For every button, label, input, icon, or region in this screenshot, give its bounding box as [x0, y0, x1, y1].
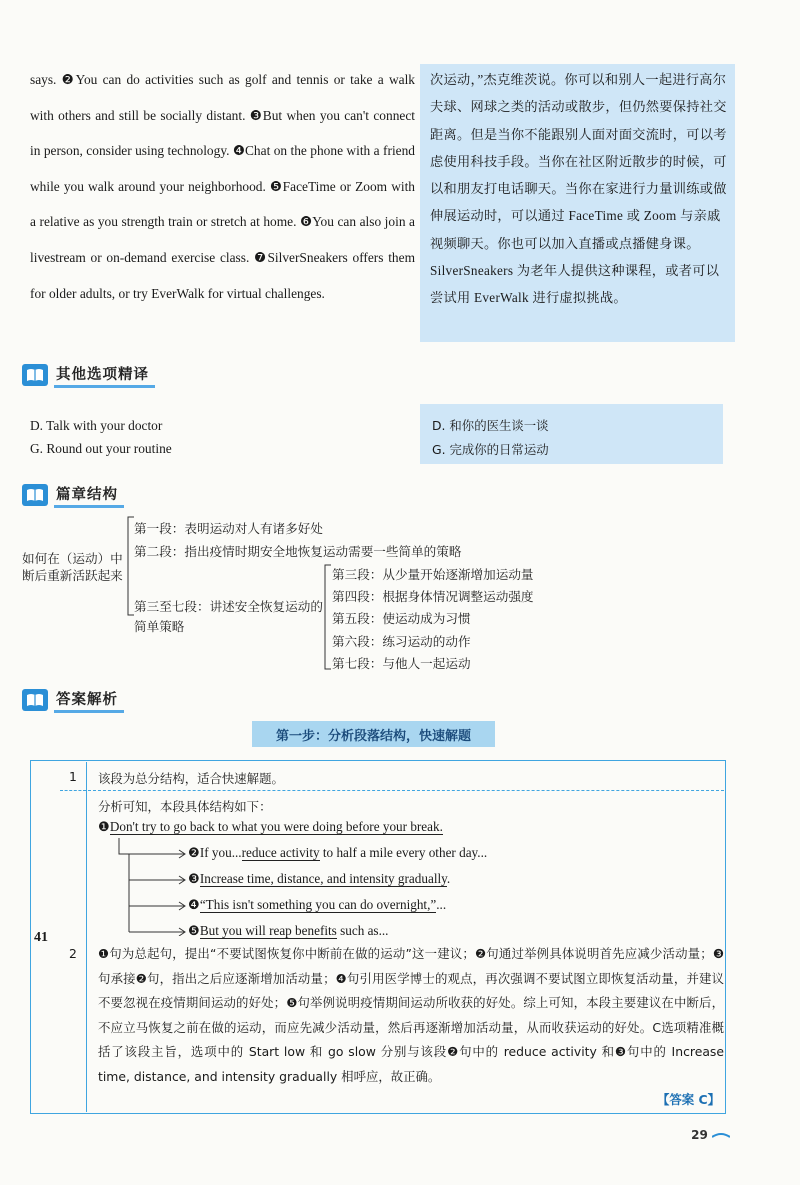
tree-item-underlined: But you will reap benefits — [199, 923, 337, 938]
step-banner: 第一步：分析段落结构，快速解题 — [252, 721, 495, 747]
answer-header — [22, 686, 124, 714]
tree-item-underlined: Increase time, distance, and intensity gradually — [199, 871, 447, 886]
tree-item-2 — [188, 845, 487, 861]
chinese-translation: 次运动，”杰克维茨说。你可以和别人一起进行高尔夫球、网球之类的活动或散步，但仍然要保持社交距离。但是当你不能跟别人面对面交流时，可以考虑使用科技手段。当你在社区附近散步的时候，可以和朋友打电话聊天。当你在家进行力量训练或做伸展运动时，可以通过 FaceTime 或 Zoom 与亲戚视频聊天。你也可以加入直播或点播健身课。SilverSneakers 为老年人提供这种课程，或者可以尝试用 EverWalk 进行虚拟挑战。 — [430, 72, 727, 306]
answer-tag: 【答案 C】 — [657, 1092, 720, 1107]
page-number — [691, 1128, 730, 1142]
page-number-text: 29 — [691, 1128, 708, 1142]
tree-item-underlined: reduce activity — [241, 845, 320, 860]
tree-item-text: to half a mile every other day... — [319, 845, 488, 860]
tree-item-text: . — [446, 871, 451, 886]
tree-root-text: Don't try to go back to what you were doing before your break. — [109, 819, 443, 834]
structure-para2: 第二段：指出疫情时期安全地恢复运动需要一些简单的策略 — [134, 544, 462, 559]
section-title: 答案解析 — [54, 688, 124, 713]
table-divider-h — [88, 790, 724, 791]
sentence-number: ❷ — [188, 845, 200, 860]
table-divider-v — [86, 762, 87, 1112]
tree-item-4 — [188, 897, 446, 913]
book-icon — [22, 484, 48, 506]
option-en-d: D. Talk with your doctor — [30, 418, 163, 433]
structure-para1: 第一段：表明运动对人有诸多好处 — [134, 521, 323, 536]
english-passage: says. ❷You can do activities such as golf and tennis or take a walk with others and still be socially distant. ❸But when you can't connect in person, consider using technology. ❹Chat on the phone with a friend while you walk around your neighborhood. ❺FaceTime or Zoom with a relative as you strength train or stretch at home. ❻You can also join a livestream or on-demand exercise class. ❼SilverSneakers offers them for older adults, or try EverWalk for virtual challenges. — [30, 72, 415, 301]
structure-sub-6: 第六段：练习运动的动作 — [332, 634, 471, 649]
structure-sub-7: 第七段：与他人一起运动 — [332, 656, 471, 671]
tree-root — [98, 819, 443, 835]
sentence-number: ❹ — [188, 897, 200, 912]
structure-header — [22, 481, 124, 509]
option-en-g: G. Round out your routine — [30, 441, 172, 456]
answer-explanation: ❶句为总起句，提出“不要试图恢复你中断前在做的运动”这一建议；❷句通过举例具体说明首先应减少活动量；❸句承接❷句，指出之后应逐渐增加活动量；❹句引用医学博士的观点，再次强调不要试图立即恢复活动量，并建议不要忽视在疫情期间运动的好处；❺句举例说明疫情期间运动所收获的好处。综上可知，本段主要建议在中断后，不应立马恢复之前在做的运动，而应先减少活动量，然后再逐渐增加活动量，从而收获运动的好处。C选项精准概括了该段主旨，选项中的 Start low 和 go slow 分别与该段❷句中的 reduce activity 和❸句中的 Increase time, distance, and intensity gradually 相呼应，故正确。 — [98, 946, 724, 1084]
row2-number: 2 — [69, 946, 77, 961]
page-deco-icon — [712, 1131, 730, 1139]
structure-sub-5: 第五段：使运动成为习惯 — [332, 611, 471, 626]
sentence-number: ❶ — [98, 819, 110, 834]
structure-sub-4: 第四段：根据身体情况调整运动强度 — [332, 589, 534, 604]
book-icon — [22, 364, 48, 386]
tree-item-text: such as... — [336, 923, 389, 938]
tree-connectors — [115, 836, 190, 936]
sentence-number: ❸ — [188, 871, 200, 886]
tree-item-5 — [188, 923, 388, 939]
structure-root: 如何在（运动）中断后重新活跃起来 — [22, 551, 123, 583]
section-title: 篇章结构 — [54, 483, 124, 508]
tree-item-text: ... — [436, 897, 447, 912]
option-cn-g: G. 完成你的日常运动 — [432, 442, 549, 457]
row2-intro: 分析可知，本段具体结构如下： — [98, 799, 272, 814]
row1-text: 该段为总分结构，适合快速解题。 — [98, 771, 284, 786]
tree-item-text: If you... — [199, 845, 242, 860]
tree-item-3 — [188, 871, 450, 887]
other-options-header — [22, 361, 155, 389]
section-title: 其他选项精译 — [54, 363, 155, 388]
question-number: 41 — [34, 930, 48, 945]
sentence-number: ❺ — [188, 923, 200, 938]
structure-sub-3: 第三段：从少量开始逐渐增加运动量 — [332, 567, 534, 582]
option-cn-d: D. 和你的医生谈一谈 — [432, 418, 549, 433]
row1-number: 1 — [69, 769, 77, 784]
tree-item-underlined: “This isn't something you can do overnight,” — [199, 897, 437, 912]
structure-para3-7: 第三至七段：讲述安全恢复运动的简单策略 — [134, 599, 323, 634]
book-icon — [22, 689, 48, 711]
table-divider-h2 — [60, 790, 86, 791]
